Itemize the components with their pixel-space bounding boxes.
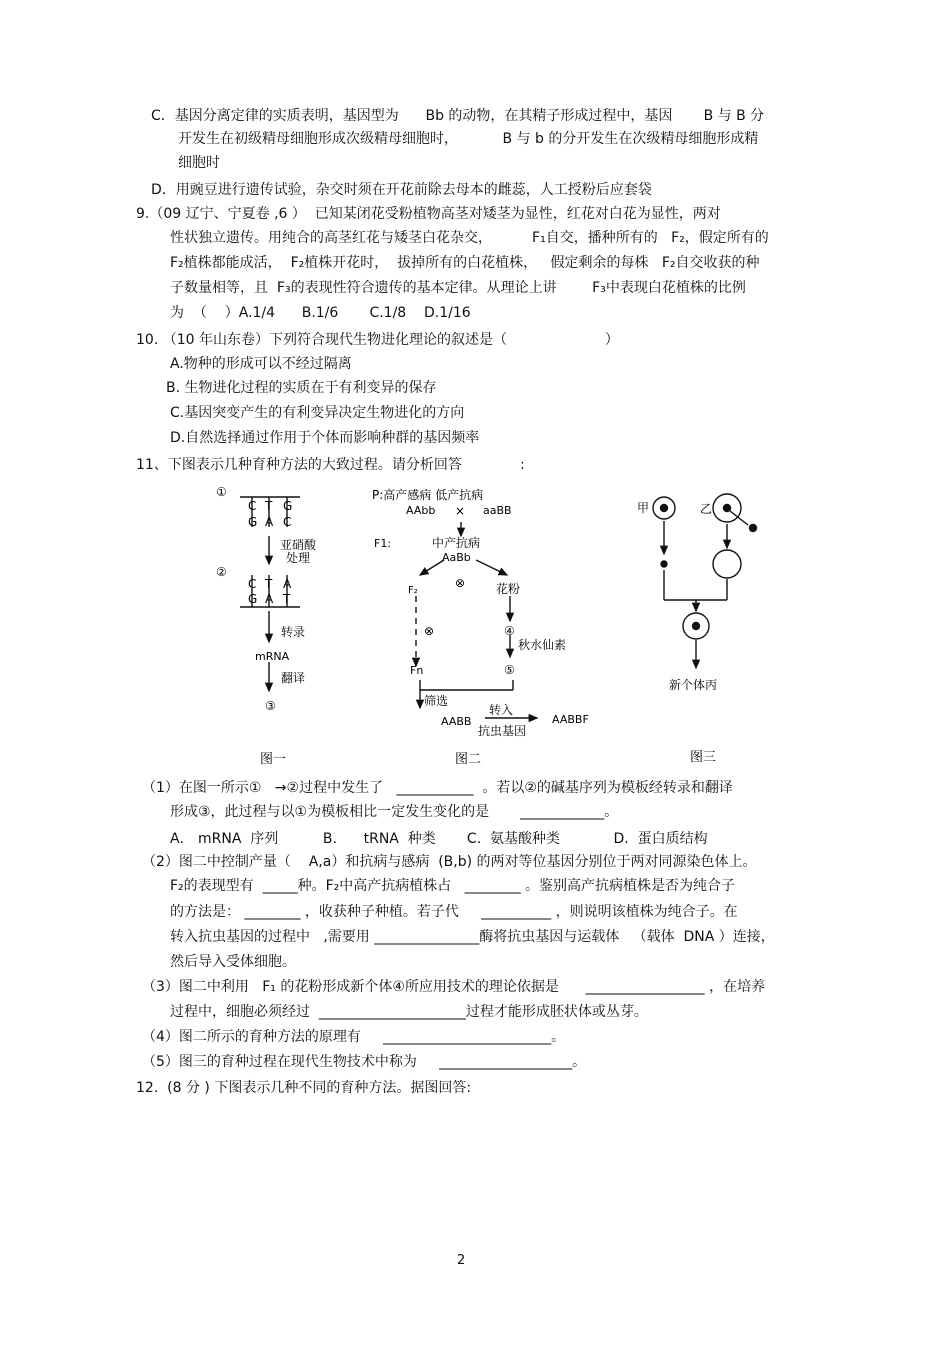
fig1-label-3: ③ xyxy=(265,699,276,713)
q11-stem: 11、下图表示几种育种方法的大致过程。请分析回答 xyxy=(136,457,462,473)
q10-option-c: C.基因突变产生的有利变异决定生物进化的方向 xyxy=(170,405,465,421)
fig1-step-treatment: 处理 xyxy=(286,551,311,565)
q11-part1-options: A． mRNA 序列 B. tRNA 种类 C. 氨基酸种类 D. 蛋白质结构 xyxy=(170,831,708,847)
q8-option-c-line2: 开发生在初级精母细胞形成次级精母细胞时， B 与 b 的分开发生在次级精母细胞形成精 xyxy=(178,131,759,147)
fig2-fn-label: Fn xyxy=(410,664,424,677)
fig3-new-individual: 新个体丙 xyxy=(669,678,718,692)
fig2-f1-genotype: AaBb xyxy=(442,551,471,564)
fig1-base: C xyxy=(283,515,292,529)
fig1-base: A xyxy=(283,577,292,591)
fig2-transfer-in: 转入 xyxy=(489,703,514,717)
q11-part2-line3: 的方法是： ________ ，收获种子种植。若子代 __________ ，则说明该植株为纯合子。在 xyxy=(170,904,738,920)
fig1-mrna: mRNA xyxy=(255,650,290,663)
q11-part2-line1: （2）图二中控制产量（ A,a）和抗病与感病 (B,b) 的两对等位基因分别位于两对同源染色体上。 xyxy=(142,854,757,870)
fig2-f1-label: F1: xyxy=(374,537,392,550)
fig1-base: T xyxy=(283,592,291,606)
fig2-insect-gene: 抗虫基因 xyxy=(478,724,527,738)
fig2-label-4: ④ xyxy=(504,624,515,638)
fig2-aabbf: AABBF xyxy=(552,713,589,726)
q11-part5: （5）图三的育种过程在现代生物技术中称为 ___________________。 xyxy=(142,1054,587,1070)
q11-part2-line5: 然后导入受体细胞。 xyxy=(170,954,296,970)
q9-line2: 性状独立遗传。用纯合的高茎红花与矮茎白花杂交， F₁自交，播种所有的 F₂，假定所有的 xyxy=(170,230,769,246)
q10-option-b: B. 生物进化过程的实质在于有利变异的保存 xyxy=(166,380,437,396)
q11-part2-line2: F₂的表现型有 _____种。F₂中高产抗病植株占 ________ 。鉴别高产抗病植株是否为纯合子 xyxy=(170,878,736,894)
fig2-caption: 图二 xyxy=(455,752,482,767)
fig1-step-nitrite: 亚硝酸 xyxy=(280,538,317,552)
fig2-selfing-symbol: ⊗ xyxy=(424,624,435,638)
q10-option-a: A.物种的形成可以不经过隔离 xyxy=(170,356,352,372)
fig3-caption: 图三 xyxy=(690,750,717,765)
q8-option-d: D．用豌豆进行遗传试验，杂交时须在开花前除去母本的雌蕊，人工授粉后应套袋 xyxy=(151,182,652,198)
q9-line5: 为 （ ）A.1/4 B.1/6 C.1/8 D.1/16 xyxy=(170,305,471,321)
fig1-label-1: ① xyxy=(216,485,227,499)
fig2-parent-genotype-2: aaBB xyxy=(483,504,512,517)
fig2-screening: 筛选 xyxy=(424,694,449,708)
fig1-base: A xyxy=(265,592,274,606)
fig2-selfing-symbol: ⊗ xyxy=(455,576,466,590)
fig1-caption: 图一 xyxy=(260,752,287,767)
q9-line1: 9.（09 辽宁、宁夏卷 ,6 ） 已知某闭花受粉植物高茎对矮茎为显性，红花对白花为显性，两对 xyxy=(136,206,721,222)
fig1-base: T xyxy=(265,577,273,591)
fig1-step-translation: 翻译 xyxy=(281,671,306,685)
q8-option-c-line3: 细胞时 xyxy=(178,155,220,171)
fig1-base: G xyxy=(248,592,258,606)
q11-part3-line1: （3）图二中利用 F₁ 的花粉形成新个体④所应用技术的理论依据是 _________________ ，在培养 xyxy=(142,979,766,995)
fig2-f2-label: F₂ xyxy=(408,585,418,596)
fig2-parent-genotype-1: AAbb xyxy=(406,504,436,517)
fig2-pollen: 花粉 xyxy=(496,582,521,596)
fig3-jia: 甲 xyxy=(637,501,650,515)
q10-option-d: D.自然选择通过作用于个体而影响种群的基因频率 xyxy=(170,430,480,446)
q11-stem-colon: : xyxy=(520,457,525,473)
fig3-yi: 乙 xyxy=(700,502,713,516)
page-number: 2 xyxy=(457,1253,466,1268)
fig1-base: C xyxy=(248,499,257,513)
fig2-cross-symbol: × xyxy=(455,504,466,518)
fig2-label-5: ⑤ xyxy=(504,663,515,677)
fig2-parents: P:高产感病 低产抗病 xyxy=(372,488,484,502)
fig1-base: G xyxy=(283,499,293,513)
q11-part1-line2: 形成③，此过程与以①为模板相比一定发生变化的是 ____________。 xyxy=(170,804,619,820)
fig1-base: G xyxy=(248,515,258,529)
q12-stem: 12. (8 分 ) 下图表示几种不同的育种方法。据图回答: xyxy=(136,1080,472,1096)
fig2-colchicine: 秋水仙素 xyxy=(518,638,567,652)
q9-line3: F₂植株都能成活， F₂植株开花时， 拔掉所有的白花植株， 假定剩余的每株 F₂自交收获的种 xyxy=(170,255,760,271)
figure-two xyxy=(416,522,537,718)
q11-part3-line2: 过程中，细胞必须经过 _____________________过程才能形成胚状体或丛芽。 xyxy=(170,1004,648,1020)
fig2-f1-phenotype: 中产抗病 xyxy=(432,536,481,550)
q10-stem: 10. （10 年山东卷）下列符合现代生物进化理论的叙述是（ ） xyxy=(136,332,619,348)
fig1-step-transcription: 转录 xyxy=(281,625,306,639)
q11-part1-line1: （1）在图一所示① →②过程中发生了 ___________ 。若以②的碱基序列为模板经转录和翻译 xyxy=(142,780,733,796)
q11-figures xyxy=(0,480,950,780)
fig1-base: A xyxy=(265,515,274,529)
q8-option-c-line1: C．基因分离定律的实质表明，基因型为 Bb 的动物，在其精子形成过程中，基因 B 与 B 分 xyxy=(151,108,765,124)
q11-part4: （4）图二所示的育种方法的原理有 ________________________。 xyxy=(142,1029,566,1045)
q11-part2-line4: 转入抗虫基因的过程中 ,需要用 _______________酶将抗虫基因与运载体 （载体 DNA ）连接， xyxy=(170,929,775,945)
figure-three xyxy=(653,494,757,668)
fig1-label-2: ② xyxy=(216,565,227,579)
fig2-aabb: AABB xyxy=(441,715,472,728)
fig1-base: C xyxy=(248,577,257,591)
fig1-base: T xyxy=(265,499,273,513)
q9-line4: 子数量相等，且 F₃的表现性符合遗传的基本定律。从理论上讲 F₃中表现白花植株的比例 xyxy=(170,280,746,296)
